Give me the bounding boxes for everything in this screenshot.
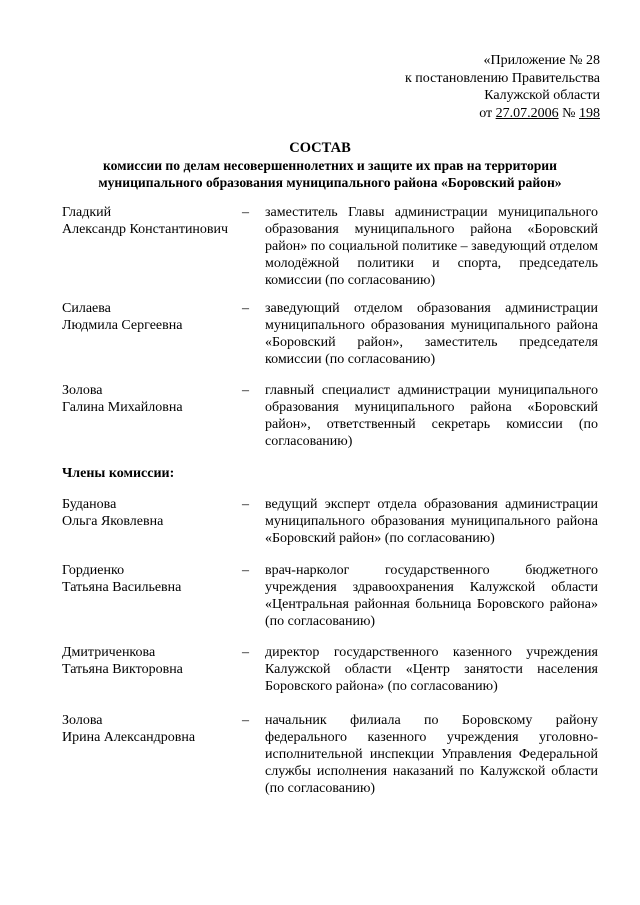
member-given-name: Людмила Сергеевна bbox=[62, 318, 183, 333]
appendix-number: «Приложение № 28 bbox=[483, 53, 600, 68]
member-name bbox=[62, 204, 242, 238]
resolution-date: 27.07.2006 bbox=[495, 105, 559, 121]
member-name bbox=[62, 712, 242, 746]
separator-dash: – bbox=[242, 497, 249, 512]
member-surname: Гладкий bbox=[62, 205, 112, 220]
appendix-resolution: к постановлению Правительства bbox=[404, 70, 600, 86]
member-surname: Дмитриченкова bbox=[62, 645, 156, 660]
member-surname: Буданова bbox=[62, 497, 117, 512]
appendix-date-line bbox=[405, 105, 600, 123]
member-name bbox=[62, 496, 242, 530]
separator-dash: – bbox=[242, 563, 249, 578]
document-subtitle: комиссии по делам несовершеннолетних и защите их прав на территории муниципального образования муниципального района «Боровский район» bbox=[98, 158, 562, 190]
separator-dash: – bbox=[242, 713, 249, 728]
member-given-name: Александр Константинович bbox=[62, 222, 229, 237]
member-role: врач-нарколог государственного бюджетного учреждения здравоохранения Калужской области «Центральная районная больница Боровского района» (по согласованию) bbox=[265, 563, 598, 629]
member-given-name: Татьяна Викторовна bbox=[62, 662, 183, 677]
date-prefix: от bbox=[479, 105, 496, 121]
member-given-name: Ирина Александровна bbox=[62, 730, 196, 745]
member-name bbox=[62, 300, 242, 334]
appendix-region: Калужской области bbox=[484, 88, 600, 103]
member-name bbox=[62, 644, 242, 678]
member-given-name: Ольга Яковлевна bbox=[62, 514, 164, 529]
member-role: ведущий эксперт отдела образования администрации муниципального образования муниципального района «Боровский район» (по согласованию) bbox=[265, 497, 598, 546]
member-role: главный специалист администрации муниципального образования муниципального района «Боровский район», ответственный секретарь комиссии (по согласованию) bbox=[265, 383, 598, 449]
member-surname: Силаева bbox=[62, 301, 111, 316]
members-heading: Члены комиссии: bbox=[62, 466, 175, 481]
member-role: начальник филиала по Боровскому району федерального казенного учреждения уголовно-исполнительной инспекции Управления Федеральной службы исполнения наказаний по Калужской области (по согласованию) bbox=[265, 713, 598, 796]
separator-dash: – bbox=[242, 301, 249, 316]
separator-dash: – bbox=[242, 205, 249, 220]
number-sign: № bbox=[558, 105, 579, 121]
separator-dash: – bbox=[242, 383, 249, 398]
member-given-name: Татьяна Васильевна bbox=[62, 580, 182, 595]
member-role: директор государственного казенного учреждения Калужской области «Центр занятости населения Боровского района» (по согласованию) bbox=[265, 645, 598, 694]
separator-dash: – bbox=[242, 645, 249, 660]
appendix-header bbox=[405, 52, 600, 122]
member-role: заведующий отделом образования администрации муниципального образования муниципального района «Боровский район», заместитель председателя комиссии (по согласованию) bbox=[265, 301, 598, 367]
member-name bbox=[62, 382, 242, 416]
member-role: заместитель Главы администрации муниципального образования муниципального района «Боровский район» по социальной политике – заведующий отделом молодёжной политики и спорта, председатель комиссии (по согласованию) bbox=[265, 205, 598, 288]
member-given-name: Галина Михайловна bbox=[62, 400, 183, 415]
resolution-number: 198 bbox=[579, 105, 600, 121]
member-surname: Золова bbox=[62, 383, 103, 398]
member-name bbox=[62, 562, 242, 596]
member-surname: Золова bbox=[62, 713, 103, 728]
document-title: СОСТАВ bbox=[289, 140, 351, 156]
member-surname: Гордиенко bbox=[62, 563, 125, 578]
